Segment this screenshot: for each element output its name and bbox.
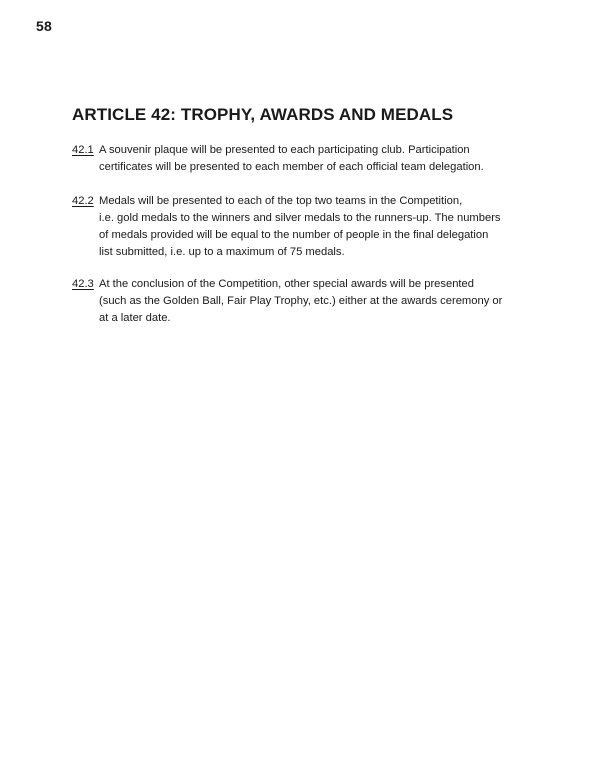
- clause-42-1: [72, 142, 550, 176]
- clause-line: of medals provided will be equal to the number of people in the final delegation: [99, 229, 489, 241]
- article-title: ARTICLE 42: TROPHY, AWARDS AND MEDALS: [72, 105, 454, 124]
- clause-line: at a later date.: [99, 312, 171, 324]
- clause-text: [99, 142, 550, 176]
- clause-number: 42.1: [72, 144, 94, 156]
- clause-line: list submitted, i.e. up to a maximum of 75 medals.: [99, 246, 345, 258]
- clause-line: (such as the Golden Ball, Fair Play Trophy, etc.) either at the awards ceremony or: [99, 295, 503, 307]
- clause-text: [99, 193, 550, 261]
- clause-number: 42.3: [72, 278, 94, 290]
- clause-42-2: [72, 193, 550, 261]
- clause-line: At the conclusion of the Competition, other special awards will be presented: [99, 278, 474, 290]
- clause-line: A souvenir plaque will be presented to each participating club. Participation: [99, 144, 470, 156]
- clause-number: 42.2: [72, 195, 94, 207]
- clause-line: Medals will be presented to each of the top two teams in the Competition,: [99, 195, 463, 207]
- clause-text: [99, 276, 550, 327]
- clause-line: i.e. gold medals to the winners and silver medals to the runners-up. The numbers: [99, 212, 501, 224]
- clause-line: certificates will be presented to each member of each official team delegation.: [99, 161, 484, 173]
- clause-42-3: [72, 276, 550, 327]
- page-number: 58: [36, 18, 52, 34]
